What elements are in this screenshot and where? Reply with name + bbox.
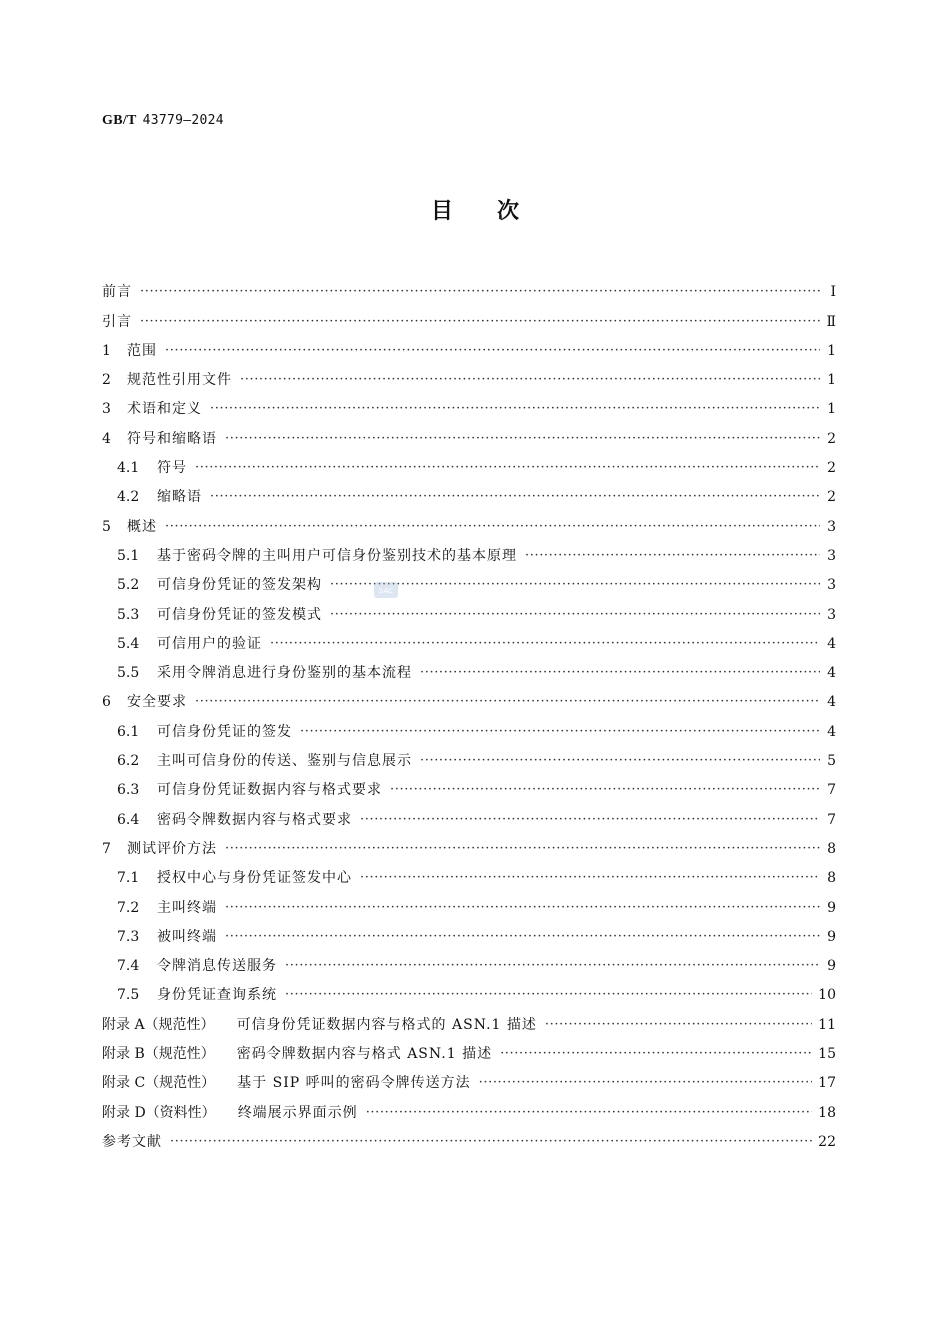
toc-entry-title: 授权中心与身份凭证签发中心 bbox=[157, 870, 352, 887]
toc-entry-page: 2 bbox=[827, 489, 836, 506]
toc-entry[interactable] bbox=[102, 418, 836, 447]
toc-entry[interactable] bbox=[102, 477, 836, 506]
toc-entry[interactable] bbox=[102, 1092, 836, 1121]
toc-dot-leader bbox=[270, 635, 820, 653]
toc-entry-number: 7.5 bbox=[117, 987, 140, 1004]
toc-dot-leader bbox=[500, 1045, 812, 1063]
toc-entry[interactable] bbox=[102, 1004, 836, 1033]
toc-entry[interactable] bbox=[102, 272, 836, 301]
toc-entry-page: 3 bbox=[827, 518, 836, 535]
toc-dot-leader bbox=[165, 518, 820, 536]
toc-entry-page: 4 bbox=[827, 665, 836, 682]
toc-entry-title: 基于密码令牌的主叫用户可信身份鉴别技术的基本原理 bbox=[157, 547, 517, 564]
toc-entry-number: 4 bbox=[102, 430, 111, 447]
toc-entry-number: 2 bbox=[102, 372, 111, 389]
toc-entry-title: 可信身份凭证数据内容与格式的 ASN.1 描述 bbox=[236, 1016, 537, 1033]
toc-entry-page: 10 bbox=[818, 987, 836, 1004]
toc-entry[interactable] bbox=[102, 1034, 836, 1063]
toc-dot-leader bbox=[195, 693, 820, 711]
toc-entry[interactable] bbox=[102, 829, 836, 858]
toc-entry[interactable] bbox=[102, 917, 836, 946]
toc-entry-number: 附录 A（规范性） bbox=[102, 1016, 215, 1033]
toc-entry-title: 安全要求 bbox=[127, 694, 187, 711]
toc-entry-title: 身份凭证查询系统 bbox=[157, 987, 277, 1004]
toc-dot-leader bbox=[545, 1016, 812, 1034]
toc-dot-leader bbox=[225, 840, 820, 858]
toc-entry[interactable] bbox=[102, 799, 836, 828]
toc-entry-title: 引言 bbox=[102, 313, 132, 330]
toc-entry[interactable] bbox=[102, 301, 836, 330]
toc-dot-leader bbox=[360, 811, 820, 829]
toc-entry-title: 主叫可信身份的传送、鉴别与信息展示 bbox=[157, 753, 412, 770]
toc-entry-page: 22 bbox=[818, 1133, 836, 1150]
toc-entry[interactable] bbox=[102, 653, 836, 682]
toc-dot-leader bbox=[225, 899, 820, 917]
toc-dot-leader bbox=[140, 283, 820, 301]
toc-entry[interactable] bbox=[102, 741, 836, 770]
toc-entry-title: 符号 bbox=[157, 460, 187, 477]
toc-entry-page: 9 bbox=[827, 899, 836, 916]
toc-entry-number: 附录 D（资料性） bbox=[102, 1104, 216, 1121]
standard-code bbox=[102, 113, 224, 129]
toc-dot-leader bbox=[366, 1104, 812, 1122]
toc-entry-title: 可信身份凭证的签发 bbox=[157, 723, 292, 740]
toc-entry[interactable] bbox=[102, 1122, 836, 1151]
toc-entry-title: 采用令牌消息进行身份鉴别的基本流程 bbox=[157, 665, 412, 682]
toc-dot-leader bbox=[330, 576, 820, 594]
toc-entry-number: 5.4 bbox=[117, 635, 140, 652]
toc-dot-leader bbox=[165, 342, 820, 360]
toc-entry-page: 4 bbox=[827, 694, 836, 711]
toc-dot-leader bbox=[210, 400, 820, 418]
toc-entry-number: 3 bbox=[102, 401, 111, 418]
toc-entry-title: 密码令牌数据内容与格式 ASN.1 描述 bbox=[236, 1046, 493, 1063]
toc-entry-page: 2 bbox=[827, 430, 836, 447]
toc-entry-number: 6.4 bbox=[117, 811, 140, 828]
toc-dot-leader bbox=[420, 752, 820, 770]
toc-dot-leader bbox=[525, 547, 820, 565]
toc-entry-page: 5 bbox=[827, 753, 836, 770]
standard-number: 43779—2024 bbox=[142, 113, 224, 128]
toc-entry[interactable] bbox=[102, 594, 836, 623]
toc-entry-page: Ⅰ bbox=[830, 284, 836, 301]
toc-entry-title: 被叫终端 bbox=[157, 928, 217, 945]
toc-entry-number: 6.1 bbox=[117, 723, 140, 740]
toc-entry-page: 4 bbox=[827, 723, 836, 740]
toc-entry-title: 测试评价方法 bbox=[127, 840, 217, 857]
toc-entry-number: 4.2 bbox=[117, 489, 140, 506]
toc-entry-number: 5.5 bbox=[117, 665, 140, 682]
toc-entry[interactable] bbox=[102, 624, 836, 653]
toc-entry[interactable] bbox=[102, 975, 836, 1004]
toc-entry-page: 17 bbox=[818, 1075, 836, 1092]
toc-dot-leader bbox=[420, 664, 820, 682]
toc-entry-title: 密码令牌数据内容与格式要求 bbox=[157, 811, 352, 828]
toc-entry-title: 概述 bbox=[127, 518, 157, 535]
watermark-text: SAC bbox=[378, 587, 394, 595]
toc-entry[interactable] bbox=[102, 536, 836, 565]
toc-entry-page: 9 bbox=[827, 928, 836, 945]
sac-watermark-logo bbox=[374, 582, 398, 598]
toc-entry-number: 附录 C（规范性） bbox=[102, 1075, 216, 1092]
toc-entry-number: 6.3 bbox=[117, 782, 140, 799]
toc-dot-leader bbox=[170, 1133, 812, 1151]
toc-dot-leader bbox=[240, 371, 820, 389]
toc-entry-title: 可信用户的验证 bbox=[157, 635, 262, 652]
toc-entry-page: 8 bbox=[827, 840, 836, 857]
toc-entry-title: 终端展示界面示例 bbox=[237, 1104, 358, 1121]
toc-entry-page: 2 bbox=[827, 460, 836, 477]
toc-entry[interactable] bbox=[102, 331, 836, 360]
toc-dot-leader bbox=[390, 781, 820, 799]
toc-entry-page: 18 bbox=[818, 1104, 836, 1121]
toc-entry-page: 15 bbox=[818, 1046, 836, 1063]
toc-entry-title: 术语和定义 bbox=[127, 401, 202, 418]
toc-entry[interactable] bbox=[102, 682, 836, 711]
toc-entry-title: 可信身份凭证的签发模式 bbox=[157, 606, 322, 623]
toc-entry-page: Ⅱ bbox=[826, 313, 836, 330]
toc-entry-page: 7 bbox=[827, 782, 836, 799]
toc-entry-page: 3 bbox=[827, 606, 836, 623]
toc-dot-leader bbox=[479, 1074, 813, 1092]
toc-entry[interactable] bbox=[102, 711, 836, 740]
toc-entry[interactable] bbox=[102, 887, 836, 916]
toc-entry-title: 符号和缩略语 bbox=[127, 430, 217, 447]
toc-entry[interactable] bbox=[102, 360, 836, 389]
standard-prefix: GB/T bbox=[102, 113, 137, 128]
toc-entry-number: 6.2 bbox=[117, 753, 140, 770]
toc-entry-title: 参考文献 bbox=[102, 1133, 162, 1150]
toc-entry-page: 7 bbox=[827, 811, 836, 828]
toc-dot-leader bbox=[195, 459, 820, 477]
toc-dot-leader bbox=[285, 986, 812, 1004]
toc-entry-page: 9 bbox=[827, 958, 836, 975]
toc-entry-page: 1 bbox=[827, 401, 836, 418]
toc-dot-leader bbox=[360, 869, 820, 887]
toc-entry-number: 7.2 bbox=[117, 899, 140, 916]
toc-entry-title: 可信身份凭证的签发架构 bbox=[157, 577, 322, 594]
toc-entry-page: 3 bbox=[827, 577, 836, 594]
toc-entry-number: 7.1 bbox=[117, 870, 140, 887]
toc-entry-title: 基于 SIP 呼叫的密码令牌传送方法 bbox=[237, 1075, 471, 1092]
toc-entry-number: 附录 B（规范性） bbox=[102, 1046, 215, 1063]
toc-dot-leader bbox=[210, 488, 820, 506]
toc-entry[interactable] bbox=[102, 389, 836, 418]
toc-entry-page: 1 bbox=[827, 342, 836, 359]
toc-entry[interactable] bbox=[102, 448, 836, 477]
toc-dot-leader bbox=[140, 313, 820, 331]
toc-entry[interactable] bbox=[102, 565, 836, 594]
toc-entry-number: 5 bbox=[102, 518, 111, 535]
toc-entry[interactable] bbox=[102, 946, 836, 975]
toc-entry-title: 范围 bbox=[127, 342, 157, 359]
toc-entry-page: 3 bbox=[827, 547, 836, 564]
toc-entry-number: 7 bbox=[102, 840, 111, 857]
toc-entry-number: 6 bbox=[102, 694, 111, 711]
toc-entry-number: 5.2 bbox=[117, 577, 140, 594]
toc-entry-number: 7.3 bbox=[117, 928, 140, 945]
table-of-contents bbox=[102, 272, 836, 1151]
toc-entry-title: 可信身份凭证数据内容与格式要求 bbox=[157, 782, 382, 799]
toc-entry-number: 4.1 bbox=[117, 460, 140, 477]
toc-entry[interactable] bbox=[102, 770, 836, 799]
toc-entry-page: 1 bbox=[827, 372, 836, 389]
toc-entry-title: 令牌消息传送服务 bbox=[157, 958, 277, 975]
toc-dot-leader bbox=[285, 957, 820, 975]
toc-entry[interactable] bbox=[102, 506, 836, 535]
toc-entry-page: 4 bbox=[827, 635, 836, 652]
toc-entry-title: 缩略语 bbox=[157, 489, 202, 506]
toc-entry-number: 1 bbox=[102, 342, 111, 359]
toc-entry-number: 5.1 bbox=[117, 547, 140, 564]
toc-entry[interactable] bbox=[102, 858, 836, 887]
toc-entry[interactable] bbox=[102, 1063, 836, 1092]
toc-dot-leader bbox=[225, 928, 820, 946]
toc-entry-page: 8 bbox=[827, 870, 836, 887]
toc-entry-page: 11 bbox=[818, 1016, 836, 1033]
toc-entry-title: 前言 bbox=[102, 284, 132, 301]
toc-dot-leader bbox=[330, 606, 820, 624]
toc-entry-title: 主叫终端 bbox=[157, 899, 217, 916]
toc-entry-number: 7.4 bbox=[117, 958, 140, 975]
toc-dot-leader bbox=[300, 723, 820, 741]
toc-entry-title: 规范性引用文件 bbox=[127, 372, 232, 389]
toc-entry-number: 5.3 bbox=[117, 606, 140, 623]
page-title: 目次 bbox=[430, 199, 563, 224]
toc-dot-leader bbox=[225, 430, 820, 448]
